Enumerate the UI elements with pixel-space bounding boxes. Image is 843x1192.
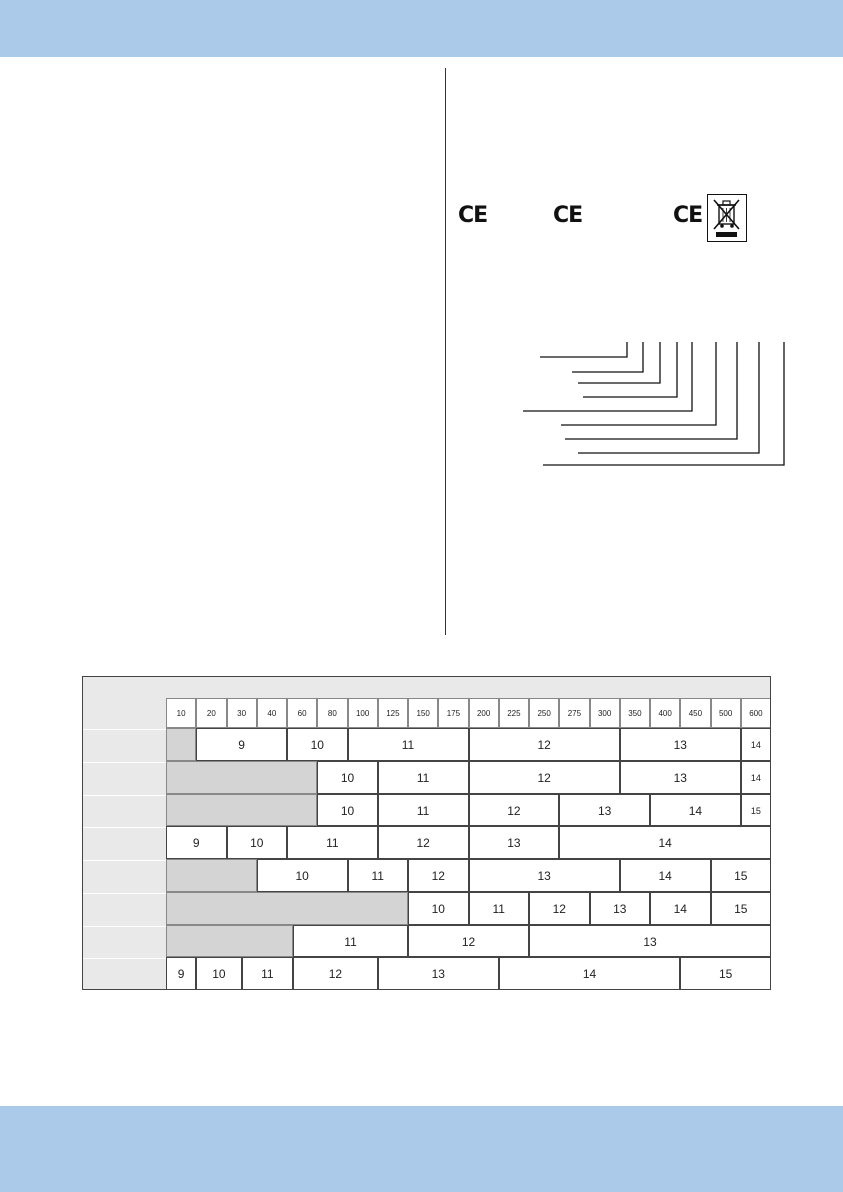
row-label-cell <box>83 762 167 795</box>
size-cell: 12 <box>408 859 469 892</box>
size-cell: 14 <box>741 761 771 794</box>
size-cell: 11 <box>469 892 530 925</box>
na-cell <box>166 794 317 827</box>
size-cell: 10 <box>227 826 288 859</box>
size-cell: 9 <box>196 728 287 761</box>
size-cell: 10 <box>408 892 469 925</box>
size-cell: 10 <box>287 728 348 761</box>
size-cell: 11 <box>348 859 409 892</box>
size-cell: 13 <box>469 859 620 892</box>
size-cell: 12 <box>469 728 620 761</box>
column-divider <box>445 68 446 635</box>
header-value: 40 <box>257 698 287 728</box>
size-cell: 12 <box>529 892 590 925</box>
size-cell: 12 <box>469 761 620 794</box>
size-cell: 10 <box>196 957 241 990</box>
size-cell: 11 <box>293 925 408 958</box>
header-value: 250 <box>529 698 559 728</box>
na-cell <box>166 761 317 794</box>
header-value: 100 <box>348 698 378 728</box>
size-cell: 13 <box>469 826 560 859</box>
size-cell: 15 <box>680 957 771 990</box>
size-cell: 12 <box>469 794 560 827</box>
header-value: 60 <box>287 698 317 728</box>
size-cell: 12 <box>408 925 529 958</box>
size-cell: 15 <box>711 859 772 892</box>
size-cell: 10 <box>317 761 378 794</box>
size-table <box>82 676 771 990</box>
row-label-cell <box>83 795 167 828</box>
footer-band <box>0 1106 843 1192</box>
size-cell: 11 <box>378 761 469 794</box>
row-label-cell <box>83 729 167 762</box>
na-cell <box>166 892 408 925</box>
size-cell: 11 <box>348 728 469 761</box>
header-band-row <box>166 676 771 698</box>
ce-mark-2: CE <box>553 203 583 228</box>
size-cell: 14 <box>559 826 771 859</box>
header-value: 500 <box>711 698 741 728</box>
na-cell <box>166 728 196 761</box>
row-label-cell <box>83 926 167 959</box>
size-cell: 9 <box>166 957 196 990</box>
header-value: 300 <box>590 698 620 728</box>
size-cell: 15 <box>711 892 772 925</box>
header-value: 175 <box>438 698 468 728</box>
na-cell <box>166 859 257 892</box>
header-value: 225 <box>499 698 529 728</box>
header-band <box>0 0 843 57</box>
size-cell: 14 <box>499 957 681 990</box>
row-label-column <box>82 676 166 990</box>
header-value: 80 <box>317 698 347 728</box>
row-label-cell <box>83 860 167 893</box>
size-cell: 11 <box>287 826 378 859</box>
header-value: 450 <box>680 698 710 728</box>
label-leader-lines <box>515 338 795 468</box>
na-cell <box>166 925 293 958</box>
size-cell: 14 <box>741 728 771 761</box>
header-value: 20 <box>196 698 226 728</box>
header-value: 400 <box>650 698 680 728</box>
row-label-cell <box>83 827 167 860</box>
size-cell: 14 <box>650 892 711 925</box>
size-cell: 13 <box>529 925 771 958</box>
header-value: 125 <box>378 698 408 728</box>
size-cell: 14 <box>620 859 711 892</box>
size-cell: 10 <box>257 859 348 892</box>
header-value: 10 <box>166 698 196 728</box>
header-value: 150 <box>408 698 438 728</box>
weee-bin-icon <box>707 194 747 242</box>
ce-mark-1: CE <box>458 203 488 228</box>
size-cell: 13 <box>378 957 499 990</box>
size-cell: 14 <box>650 794 741 827</box>
size-cell: 12 <box>293 957 378 990</box>
size-cell: 13 <box>620 728 741 761</box>
size-cell: 11 <box>378 794 469 827</box>
row-label-cell <box>83 893 167 926</box>
size-cell: 10 <box>317 794 378 827</box>
size-cell: 12 <box>378 826 469 859</box>
header-value: 350 <box>620 698 650 728</box>
size-cell: 13 <box>559 794 650 827</box>
row-label-cell <box>83 958 167 991</box>
size-cell: 9 <box>166 826 227 859</box>
ce-mark-3: CE <box>673 203 703 228</box>
size-cell: 11 <box>242 957 293 990</box>
header-value: 200 <box>469 698 499 728</box>
header-value: 600 <box>741 698 771 728</box>
header-value: 275 <box>559 698 589 728</box>
size-cell: 15 <box>741 794 771 827</box>
header-value: 30 <box>227 698 257 728</box>
size-cell: 13 <box>620 761 741 794</box>
size-cell: 13 <box>590 892 651 925</box>
